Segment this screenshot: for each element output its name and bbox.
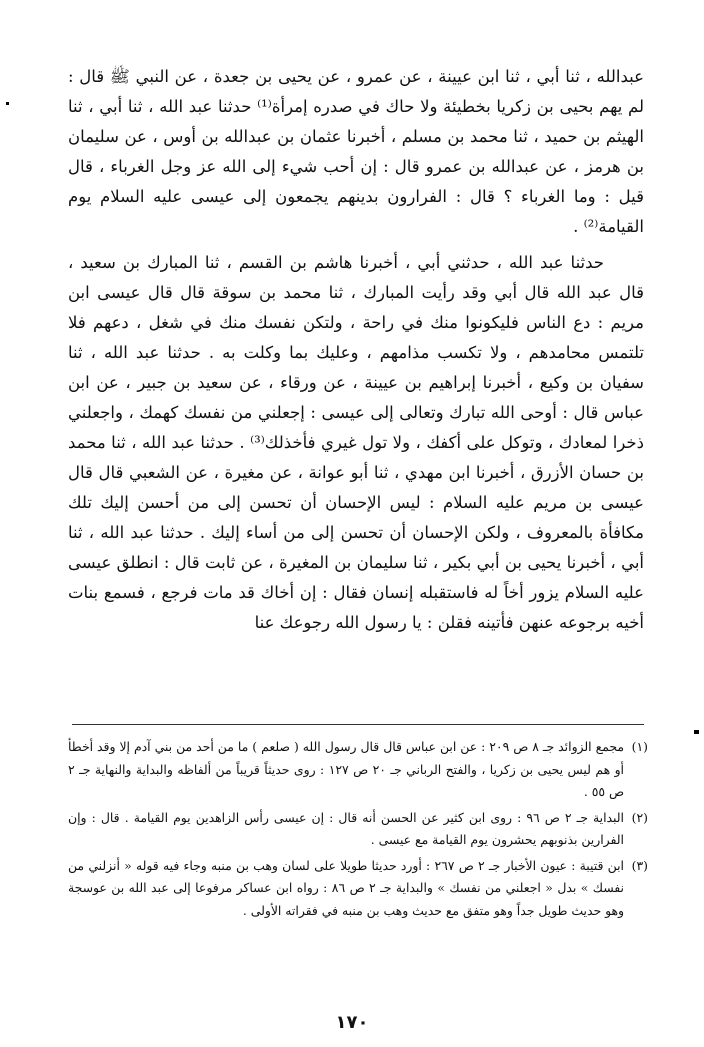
body-paragraph: حدثنا عبد الله ، حدثني أبي ، أخبرنا هاشم بن القسم ، ثنا المبارك بن سعيد ، قال عبد الله قال أبي وقد رأيت المبارك ، ثنا محمد بن سوقة قال قال عيسى ابن مريم : دع الناس فليكونوا منك في راحة ، ولتكن نفسك منك في شغل ، دعهم فلا تلتمس محامدهم ، ولا تكسب مذامهم ، وعليك بما وكلت به . حدثنا عبد الله ، ثنا سفيان بن وكيع ، أخبرنا إبراهيم بن عيينة ، عن ورقاء ، عن سعيد بن جبير ، عن ابن عباس قال : أوحى الله تبارك وتعالى إلى عيسى : إجعلني من نفسك كهمك ، واجعلني ذخرا لمعادك ، وتوكل على أكفك ، ولا تول غيري فأخذلك⁽³⁾ . حدثنا عبد الله ، ثنا محمد بن حسان الأزرق ، أخبرنا ابن مهدي ، ثنا أبو عوانة ، عن مغيرة ، عن الشعبي قال قال عيسى بن مريم عليه السلام : ليس الإحسان أن تحسن إلى من أحسن إليك تلك مكافأة بالمعروف ، ولكن الإحسان أن تحسن إلى من أساء إليك . حدثنا عبد الله ، ثنا أبي ، أخبرنا يحيى بن أبي بكير ، ثنا سليمان بن المغيرة ، عن ثابت قال : انطلق عيسى عليه السلام يزور أخاً له فاستقبله إنسان فقال : إن أخاك قد مات فرجع ، فسمع بنات أخيه برجوعه عنهن فأتينه فقلن : يا رسول الله رجوعك عنا (68, 253, 644, 632)
footnote-number: (١) (631, 739, 648, 754)
main-text-block (68, 62, 644, 638)
footnote-item (68, 855, 648, 923)
scan-speck (694, 730, 699, 734)
footnote-text: ابن قتيبة : عيون الأخبار جـ ٢ ص ٢٦٧ : أورد حديثا طويلا على لسان وهب بن منبه وجاء فيه قوله « أنزلني من نفسك » بدل « اجعلني من نفسك » والبداية جـ ٢ ص ٨٦ : رواه ابن عساكر مرفوعا إلى عبد الله بن عوسجة وهو حديث طويل جداً وهو متفق مع حديث وهب بن منبه في فقراته الأولى . (68, 857, 624, 918)
footnotes-block (68, 736, 648, 925)
footnote-text: البداية جـ ٢ ص ٩٦ : روى ابن كثير عن الحسن أنه قال : إن عيسى رأس الزاهدين يوم القيامة . قال : وإن الفرارين بذنوبهم يحشرون يوم القيامة مع عيسى . (68, 809, 624, 847)
footnote-separator (72, 724, 644, 725)
scan-speck (6, 102, 9, 105)
page-number: ١٧٠ (335, 1012, 369, 1033)
body-paragraph: عبدالله ، ثنا أبي ، ثنا ابن عيينة ، عن عمرو ، عن يحيى بن جعدة ، عن النبي ﷺ قال : لم يهم بحيى بن زكريا بخطيئة ولا حاك في صدره إمرأة⁽¹⁾ حدثنا عبد الله ، ثنا أبي ، ثنا الهيثم بن حميد ، ثنا محمد بن مسلم ، أخبرنا عثمان بن عبدالله بن أوس ، عن سليمان بن هرمز ، عن عبدالله بن عمرو قال : إن أحب شيء إلى الله عز وجل الغرباء ، قال قيل : وما الغرباء ؟ قال : الفرارون بدينهم يجمعون إلى عيسى عليه السلام يوم القيامة⁽²⁾ . (68, 67, 644, 236)
footnote-text: مجمع الزوائد جـ ٨ ص ٢٠٩ : عن ابن عباس قال قال رسول الله ( صلعم ) ما من أحد من بني آدم إلا وقد أخطأ أو هم ليس يحيى بن زكريا ، والفتح الرباني جـ ٢٠ ص ١٢٧ : روى حديثاً قريباً من ألفاظه والبداية والنهاية جـ ٢ ص ٥٥ . (68, 739, 625, 799)
footnote-item (68, 736, 648, 804)
footnote-number: (٢) (631, 809, 648, 825)
footnote-number: (٣) (631, 857, 648, 873)
footnote-item (68, 807, 648, 852)
